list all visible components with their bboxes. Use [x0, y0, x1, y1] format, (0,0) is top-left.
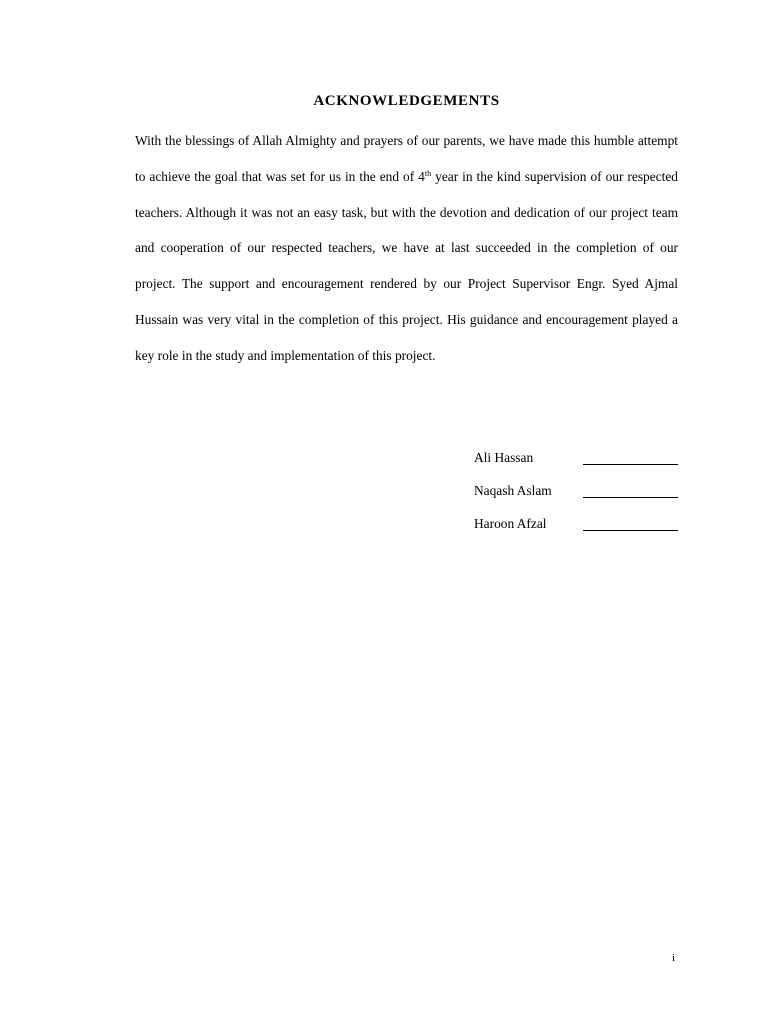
signature-row [0, 450, 768, 470]
signatory-name: Ali Hassan [474, 450, 534, 465]
signatory-name: Naqash Aslam [474, 483, 552, 498]
page-title: ACKNOWLEDGEMENTS [313, 93, 500, 109]
signature-line [583, 497, 678, 498]
signature-line [583, 464, 678, 465]
signature-row [0, 516, 768, 536]
signature-line [583, 530, 678, 531]
page-number: i [672, 952, 676, 964]
paragraph-text-start: With the blessings of Allah Almighty and prayers of our parents, we have made this humble attempt to achieve the goal that was set for us in the end of 4 [135, 133, 678, 184]
paragraph-text-end: year in the kind supervision of our respected teachers. Although it was not an easy task, but with the devotion and dedication of our project team and cooperation of our respected teachers, we have at last succeeded in the completion of our project. The support and encouragement rendered by our Project Supervisor Engr. Syed Ajmal Hussain was very vital in the completion of this project. His guidance and encouragement played a key role in the study and implementation of this project. [135, 168, 678, 363]
signature-row [0, 483, 768, 503]
signatory-name: Haroon Afzal [474, 516, 547, 531]
ordinal-superscript: th [424, 168, 432, 178]
acknowledgement-paragraph [135, 123, 678, 374]
